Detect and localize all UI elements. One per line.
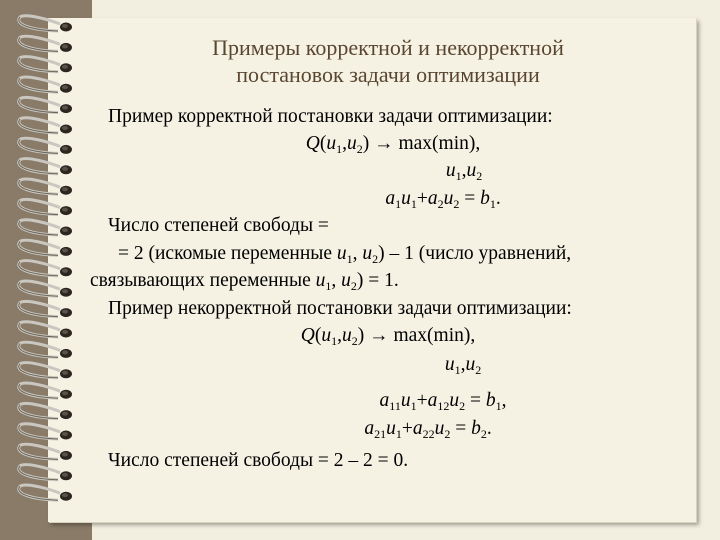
spiral-binding-icon bbox=[0, 0, 90, 540]
variables-formula-2: $u_1,u_2$ bbox=[444, 354, 482, 377]
dof-line-1: = 2 (искомые переменные $u_1$, $u_2) - 1$ (число уравнений, bbox=[118, 243, 572, 266]
objective-formula-2: $Q(u_1,u_2) \to \max(\min)$, bbox=[300, 325, 476, 348]
dof-line-2: связывающих переменные $u_1$, $u_2) = 1$. bbox=[90, 270, 399, 293]
constraint-formula-2a: $a_{11}u_1+a_{12}u_2 = b_1$, bbox=[379, 390, 507, 413]
objective-formula-1: $Q(u_1,u_2) \to \max(\min)$, bbox=[305, 133, 481, 156]
dof-result: Число степеней свободы = 2 – 2 = 0. bbox=[108, 450, 409, 471]
title-line-2: постановок задачи оптимизации bbox=[236, 62, 540, 87]
dof-label: Число степеней свободы = bbox=[108, 215, 329, 236]
correct-heading: Пример корректной постановки задачи оптимизации: bbox=[108, 106, 553, 127]
title-line-1: Примеры корректной и некорректной bbox=[212, 35, 564, 60]
variables-formula-1: $u_1,u_2$ bbox=[445, 160, 483, 183]
incorrect-heading: Пример некорректной постановки задачи оптимизации: bbox=[108, 298, 572, 319]
constraint-formula-2b: $a_{21}u_1+a_{22}u_2 = b_2$. bbox=[364, 418, 492, 441]
slide-title bbox=[90, 34, 686, 88]
constraint-formula-1: $a_1u_1+a_2u_2 = b_1$. bbox=[385, 188, 501, 211]
